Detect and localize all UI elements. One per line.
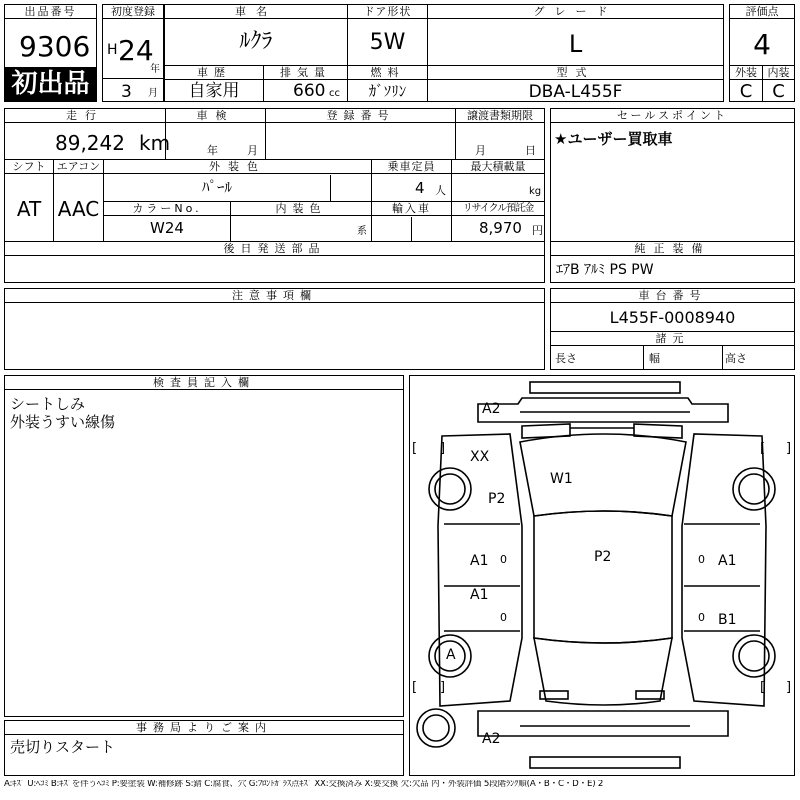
mark-a1-right-mid: A1 — [718, 553, 737, 569]
car-name-label: 車名 — [165, 5, 347, 19]
exterior-grade-value: C — [739, 81, 753, 102]
inspection-year-unit: 年 — [207, 144, 218, 157]
shift-value: AT — [16, 197, 42, 221]
color-no-value: W24 — [150, 219, 184, 237]
sales-point-label: セールスポイント — [551, 109, 794, 123]
mark-a-wheel: A — [446, 647, 456, 663]
mark-o4: 0 — [698, 611, 705, 624]
later-parts-box — [4, 241, 545, 283]
interior-color-unit: 系 — [357, 226, 367, 237]
mileage-unit: km — [139, 131, 171, 155]
first-reg-era: H — [107, 42, 118, 58]
capacity-value: 4 — [415, 179, 425, 197]
inspection-label: 車検 — [166, 109, 265, 123]
aircon-label: エアコン — [54, 160, 103, 174]
score-box — [729, 4, 795, 102]
displacement-value: 660 — [293, 81, 326, 101]
first-reg-year-unit: 年 — [150, 64, 160, 75]
equipment-value: ｴｱB ｱﾙﾐ PS PW — [556, 262, 654, 278]
fuel-value: ｶﾞｿﾘﾝ — [368, 82, 407, 100]
dimensions-width: 幅 — [649, 352, 660, 365]
dimensions-length: 長さ — [555, 352, 577, 365]
mark-a2-bottom: A2 — [482, 731, 501, 747]
displacement-label: 排気量 — [264, 66, 347, 80]
first-reg-label: 初度登録 — [103, 5, 163, 19]
legend-text: A:ｷｽﾞ U:ﾍｺﾐ B:ｷｽﾞを伴うﾍｺﾐ P:要塗装 W:補修跡 S:錆 C:腐食、穴 G:ﾌﾛﾝﾄｶﾞﾗｽ点ｷｽﾞ XX:交換済み X:要交換 欠:欠品 内・外装評価 5段階ﾗﾝｸ順(A・B・C・D・E) 2 — [4, 780, 604, 789]
door-value: 5W — [369, 30, 406, 55]
interior-grade-label: 内装 — [763, 66, 794, 80]
bracket-right-d: ] — [786, 680, 792, 695]
mileage-label: 走行 — [5, 109, 165, 123]
door-label: ドア形状 — [348, 5, 427, 19]
color-label: 外装色 — [104, 160, 371, 174]
sales-point-box — [550, 108, 795, 242]
inspector-label: 検査員記入欄 — [5, 376, 403, 390]
grade-label: グレード — [428, 5, 723, 19]
transfer-month-unit: 月 — [475, 144, 486, 157]
import-label: 輸入車 — [372, 202, 451, 216]
mark-o3: 0 — [500, 611, 507, 624]
sales-point-value: ★ユーザー買取車 — [554, 130, 673, 148]
chassis-label: 車台番号 — [551, 289, 794, 303]
lot-box — [4, 4, 97, 102]
first-reg-year: 24 — [118, 34, 154, 67]
bracket-right-c: [ — [760, 680, 766, 695]
grade-value: L — [568, 30, 583, 58]
bracket-left-c: [ — [412, 680, 418, 695]
exterior-grade-label: 外装 — [730, 66, 762, 80]
fuel-label: 燃料 — [348, 66, 427, 80]
model-code-label: 型式 — [428, 66, 723, 80]
max-load-label: 最大積載量 — [452, 160, 544, 174]
later-parts-label: 後日発送部品 — [5, 242, 544, 256]
model-code-value: DBA-L455F — [528, 82, 623, 102]
office-box — [4, 720, 404, 776]
color-no-label: カラーNo. — [104, 202, 230, 216]
recycle-unit: 円 — [532, 224, 543, 237]
car-outline-diagram — [410, 376, 794, 775]
history-label: 車歴 — [165, 66, 263, 80]
inspector-line2: 外装うすい線傷 — [10, 413, 116, 431]
history-value: 自家用 — [188, 81, 240, 101]
bracket-left-a: [ — [412, 441, 418, 456]
score-label: 評価点 — [730, 5, 794, 19]
office-label: 事務局よりご案内 — [5, 721, 403, 735]
mark-a1-left-mid: A1 — [470, 553, 489, 569]
office-value: 売切りスタート — [10, 738, 116, 756]
bracket-left-d: ] — [440, 680, 446, 695]
vehicle-info-grid — [164, 4, 724, 102]
mileage-value: 89,242 — [55, 131, 125, 155]
lot-label: 出品番号 — [5, 5, 96, 19]
capacity-unit: 人 — [435, 184, 446, 197]
transfer-deadline-label: 譲渡書類期限 — [456, 109, 544, 123]
color-value: ﾊﾟｰﾙ — [201, 178, 232, 196]
displacement-unit: cc — [329, 88, 340, 99]
bracket-right-a: [ — [760, 441, 766, 456]
mark-o1: 0 — [500, 553, 507, 566]
car-name-value: ﾙｸﾗ — [239, 29, 273, 54]
interior-color-label: 内装色 — [231, 202, 371, 216]
shift-label: シフト — [5, 160, 53, 174]
capacity-label: 乗車定員 — [372, 160, 451, 174]
inspector-line1: シートしみ — [10, 395, 86, 413]
equipment-box — [550, 241, 795, 283]
detail-grid — [4, 108, 545, 242]
max-load-unit: kg — [529, 186, 542, 197]
notes-label: 注意事項欄 — [5, 289, 544, 303]
bracket-right-b: ] — [786, 441, 792, 456]
chassis-value: L455F-0008940 — [609, 308, 736, 327]
first-reg-month-unit: 月 — [148, 88, 158, 99]
chassis-box — [550, 288, 795, 370]
equipment-label: 純正装備 — [551, 242, 794, 256]
mark-a2-top: A2 — [482, 401, 501, 417]
mark-p2-center: P2 — [594, 549, 612, 565]
inspector-box — [4, 375, 404, 717]
reg-number-label: 登録番号 — [266, 109, 455, 123]
mark-p2-left: P2 — [488, 491, 506, 507]
mark-w1: W1 — [550, 471, 573, 487]
inspection-month-unit: 月 — [247, 144, 258, 157]
score-value: 4 — [753, 28, 771, 61]
bracket-left-b: ] — [440, 441, 446, 456]
mark-a1-left-low: A1 — [470, 587, 489, 603]
transfer-day-unit: 日 — [525, 144, 536, 157]
first-listing-badge-text: 初出品 — [11, 69, 90, 99]
damage-diagram — [409, 375, 795, 776]
mark-xx: XX — [470, 449, 490, 465]
first-reg-box — [102, 4, 164, 102]
notes-box — [4, 288, 545, 370]
dimensions-label: 諸元 — [551, 332, 794, 346]
dimensions-height: 高さ — [725, 352, 747, 365]
aircon-value: AAC — [57, 197, 100, 221]
first-reg-month: 3 — [121, 82, 132, 102]
recycle-label: リサイクル預託金 — [452, 202, 544, 216]
recycle-value: 8,970 — [479, 219, 522, 237]
mark-b1-right: B1 — [718, 612, 737, 628]
mark-o2: 0 — [698, 553, 705, 566]
lot-number: 9306 — [19, 30, 91, 63]
interior-grade-value: C — [772, 81, 785, 102]
